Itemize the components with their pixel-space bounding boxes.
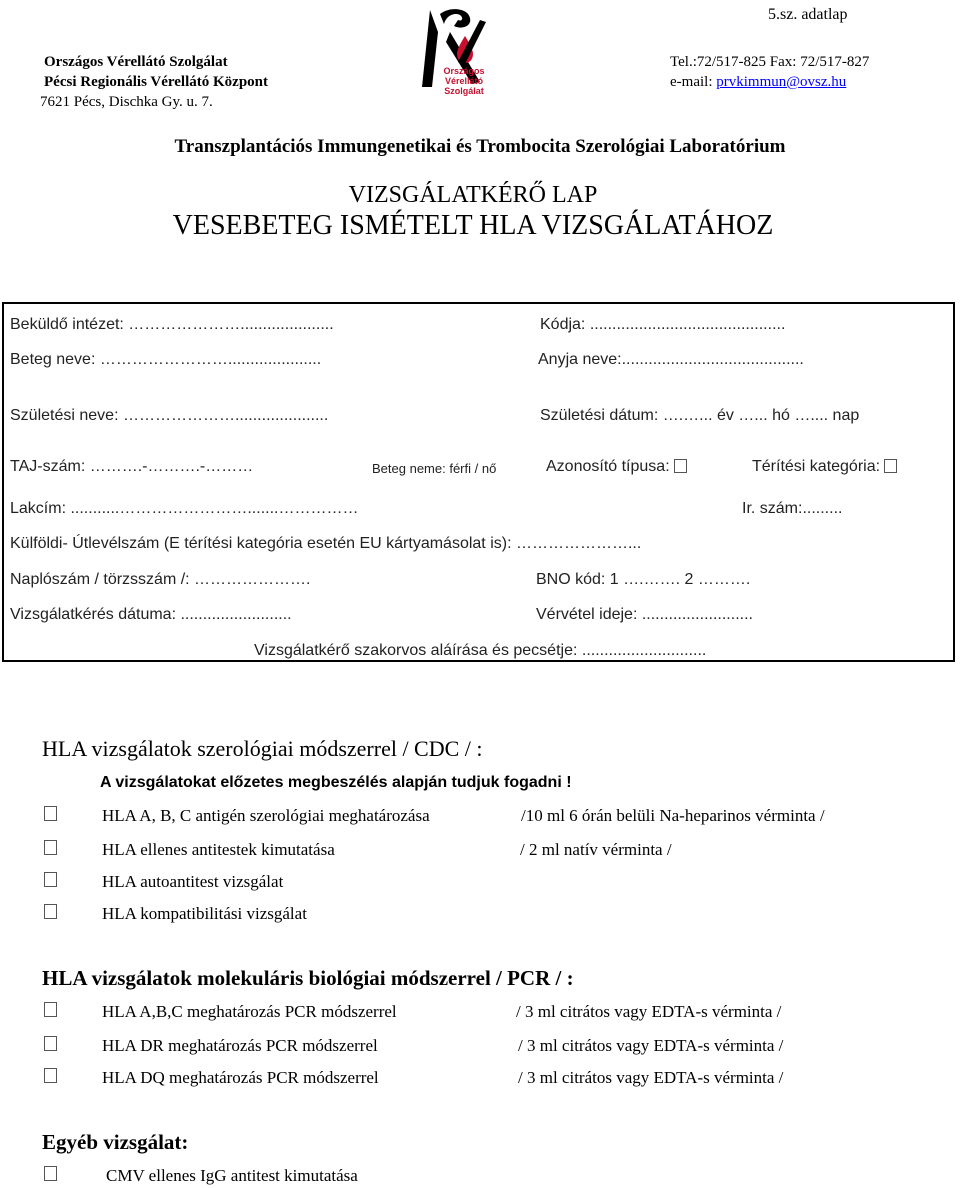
serology-label: HLA kompatibilitási vizsgálat <box>102 904 307 923</box>
email-label: e-mail: <box>670 74 717 90</box>
pcr-option[interactable] <box>44 1002 57 1022</box>
org-address: 7621 Pécs, Dischka Gy. u. 7. <box>40 94 213 110</box>
serology-sample: /10 ml 6 órán belüli Na-heparinos vérminta / <box>521 806 825 825</box>
serology-label: HLA ellenes antitestek kimutatása <box>102 840 335 859</box>
form-subtitle: VESEBETEG ISMÉTELT HLA VIZSGÁLATÁHOZ <box>172 210 774 241</box>
serology-heading: HLA vizsgálatok szerológiai módszerrel / CDC / : <box>42 736 483 761</box>
logo-text-1: Országos <box>443 66 485 76</box>
id-type-checkbox[interactable] <box>674 459 687 473</box>
checkbox[interactable] <box>44 1002 57 1017</box>
ovsz-logo <box>410 2 510 102</box>
checkbox[interactable] <box>44 840 57 855</box>
pcr-label: HLA DQ meghatározás PCR módszerrel <box>102 1068 379 1087</box>
serology-option[interactable] <box>44 840 57 860</box>
pcr-option[interactable] <box>44 1036 57 1056</box>
checkbox[interactable] <box>44 1068 57 1083</box>
other-label: CMV ellenes IgG antitest kimutatása <box>106 1166 358 1185</box>
pcr-option[interactable] <box>44 1068 57 1088</box>
patient-name-field[interactable]: Beteg neve: ……………………..................... <box>10 351 322 368</box>
zip-code-field[interactable]: Ir. szám:......... <box>742 500 843 517</box>
lab-name: Transzplantációs Immungenetikai és Trombocita Szerológiai Laboratórium <box>174 136 786 157</box>
payment-category-checkbox[interactable] <box>884 459 897 473</box>
checkbox[interactable] <box>44 1166 57 1181</box>
form-title: VIZSGÁLATKÉRŐ LAP <box>348 182 598 208</box>
code-field[interactable]: Kódja: ............................................ <box>540 316 786 333</box>
patient-sex-field[interactable]: Beteg neme: férfi / nő <box>372 461 497 476</box>
email-line <box>670 72 869 92</box>
payment-category-field[interactable] <box>752 458 897 476</box>
other-heading: Egyéb vizsgálat: <box>42 1130 189 1154</box>
pcr-label: HLA DR meghatározás PCR módszerrel <box>102 1036 378 1055</box>
checkbox[interactable] <box>44 904 57 919</box>
serology-sample: / 2 ml natív vérminta / <box>520 840 672 859</box>
pcr-sample: / 3 ml citrátos vagy EDTA-s vérminta / <box>518 1068 784 1087</box>
id-type-label: Azonosító típusa: <box>546 458 670 475</box>
mother-name-field[interactable]: Anyja neve:......................................... <box>538 351 804 368</box>
payment-category-label: Térítési kategória: <box>752 458 881 475</box>
other-option[interactable] <box>44 1166 57 1186</box>
checkbox[interactable] <box>44 806 57 821</box>
pcr-label: HLA A,B,C meghatározás PCR módszerrel <box>102 1002 397 1021</box>
sender-institution-field[interactable]: Beküldő intézet: …………………..................... <box>10 316 334 333</box>
serology-label: HLA autoantitest vizsgálat <box>102 872 284 891</box>
organization-block <box>40 52 269 112</box>
bno-code-field[interactable]: BNO kód: 1 ….……. 2 ………. <box>536 571 751 588</box>
sheet-number: 5.sz. adatlap <box>768 6 848 23</box>
logo-text-3: Szolgálat <box>444 86 484 96</box>
signature-field[interactable]: Vizsgálatkérő szakorvos aláírása és pecsétje: ............................ <box>254 642 707 659</box>
serology-option[interactable] <box>44 872 57 892</box>
blood-draw-time-field[interactable]: Vérvétel ideje: ......................... <box>536 606 753 623</box>
serology-label: HLA A, B, C antigén szerológiai meghatározása <box>102 806 430 825</box>
passport-number-field[interactable]: Külföldi- Útlevélszám (E térítési kategória esetén EU kártyamásolat is): …………………... <box>10 535 642 552</box>
pcr-heading: HLA vizsgálatok molekuláris biológiai módszerrel / PCR / : <box>42 966 574 990</box>
contact-block <box>670 52 869 92</box>
pcr-sample: / 3 ml citrátos vagy EDTA-s vérminta / <box>518 1036 784 1055</box>
checkbox[interactable] <box>44 872 57 887</box>
serology-option[interactable] <box>44 904 57 924</box>
taj-number-field[interactable]: TAJ-szám: ……….-……….-……… <box>10 458 254 475</box>
serology-note: A vizsgálatokat előzetes megbeszélés alapján tudjuk fogadni ! <box>100 774 572 791</box>
request-date-field[interactable]: Vizsgálatkérés dátuma: ......................... <box>10 606 292 623</box>
pcr-sample: / 3 ml citrátos vagy EDTA-s vérminta / <box>516 1002 782 1021</box>
serology-option[interactable] <box>44 806 57 826</box>
id-type-field[interactable] <box>546 458 687 476</box>
logo-text-2: Vérellátó <box>444 76 484 86</box>
phone-fax: Tel.:72/517-825 Fax: 72/517-827 <box>670 54 870 70</box>
address-field[interactable]: Lakcím: ...........…………………….......…………… <box>10 500 359 517</box>
checkbox[interactable] <box>44 1036 57 1051</box>
log-number-field[interactable]: Naplószám / törzsszám /: …………………. <box>10 571 311 588</box>
birth-date-field[interactable]: Születési dátum: ….…... év …... hó ….... nap <box>540 407 860 424</box>
org-center: Pécsi Regionális Vérellátó Központ <box>44 74 269 90</box>
email-link[interactable]: prvkimmun@ovsz.hu <box>716 74 847 90</box>
org-name: Országos Vérellátó Szolgálat <box>44 54 228 70</box>
birth-name-field[interactable]: Születési neve: …………………..................... <box>10 407 329 424</box>
